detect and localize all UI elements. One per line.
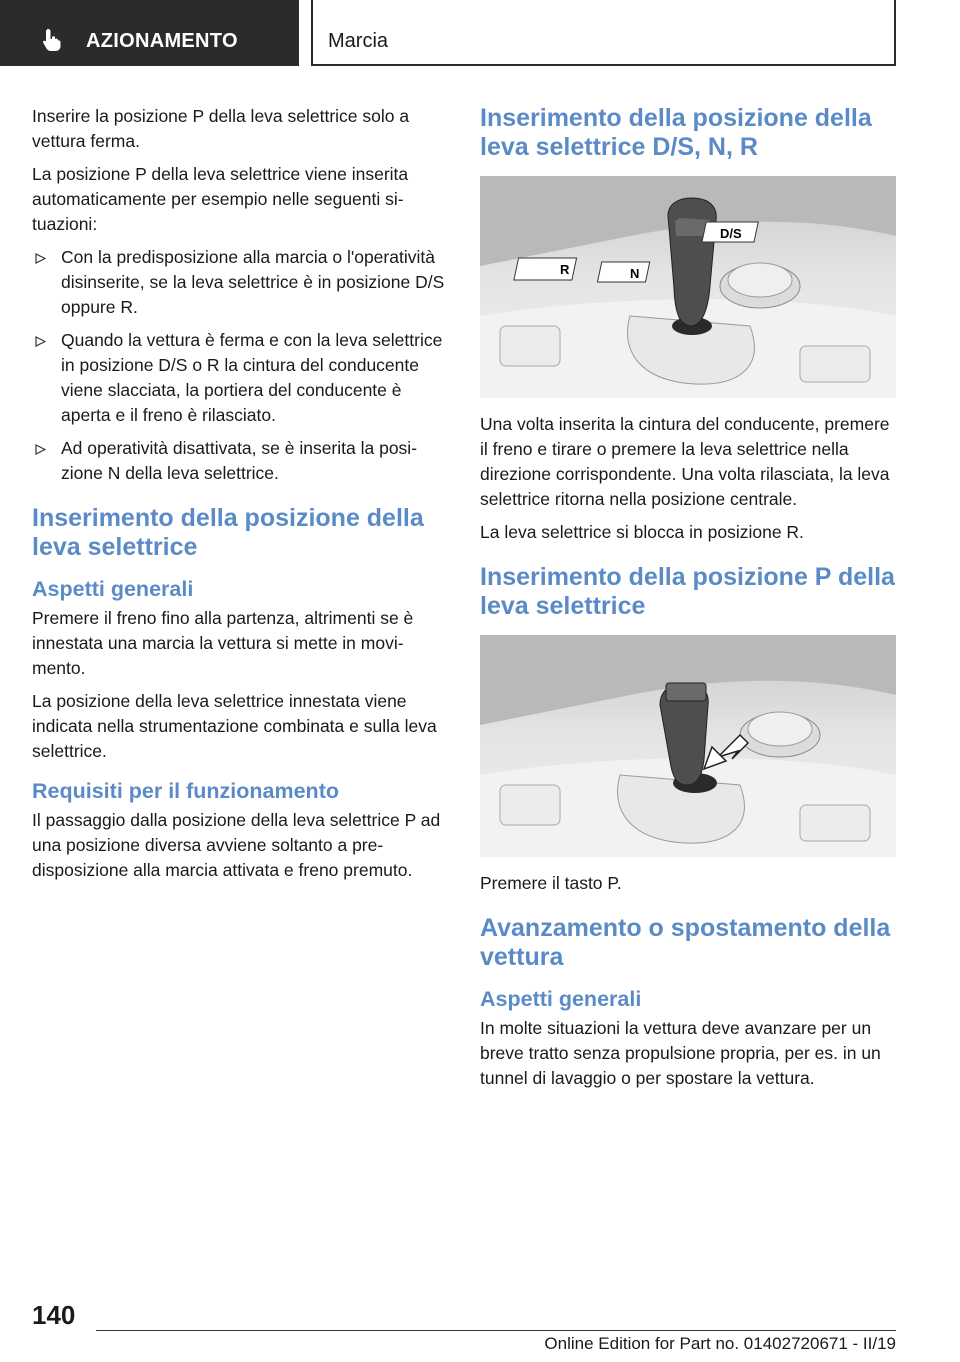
chapter-box (311, 0, 896, 66)
paragraph: La posizione P della leva selettrice viene inserita automaticamente per esempio nelle seguenti situazioni: (32, 164, 409, 234)
left-column (32, 104, 448, 891)
paragraph: Il passaggio dalla posizione della leva selettrice P ad una posizione diversa avviene soltanto a predisposizione alla marcia attivata e freno premuto. (32, 810, 441, 880)
paragraph: Una volta inserita la cintura del conducente, premere il freno e tirare o premere la leva selettrice nella direzione corrispondente. Una volta rilasciata, la leva selettrice ritorna nella posizione centrale. (480, 414, 890, 509)
section-heading: Inserimento della posizione P della leva selettrice (480, 563, 895, 620)
section-heading: Inserimento della posizione della leva selettrice D/S, N, R (480, 104, 872, 161)
bullet-list (32, 245, 448, 486)
figure-label-ds: D/S (720, 226, 742, 241)
paragraph: La posizione della leva selettrice innestata viene indicata nella strumentazione combinata e sulla leva selettrice. (32, 691, 437, 761)
figure-label-r: R (560, 262, 570, 277)
bullet-triangle-icon (35, 336, 46, 347)
park-button-drawing (480, 635, 896, 857)
page-header (0, 0, 960, 66)
right-column (480, 104, 896, 1099)
hand-pointer-icon (42, 28, 64, 52)
section-title: AZIONAMENTO (86, 30, 238, 52)
page-number: 140 (32, 1300, 76, 1330)
list-item (32, 328, 448, 428)
list-item-text: Ad operatività disattivata, se è inserita la posizione N della leva selettrice. (61, 438, 418, 483)
section-heading: Avanzamento o spostamento della vettura (480, 914, 891, 971)
paragraph: Premere il tasto P. (480, 873, 622, 893)
paragraph: In molte situazioni la vettura deve avanzare per un breve tratto senza propulsione propria, per es. in un tunnel di lavaggio o per spostare la vettura. (480, 1018, 881, 1088)
gear-selector-drawing (480, 176, 896, 398)
bullet-triangle-icon (35, 444, 46, 455)
bullet-triangle-icon (35, 253, 46, 264)
footer-edition: Online Edition for Part no. 01402720671 - II/19 (544, 1334, 896, 1353)
footer-divider (96, 1330, 896, 1331)
subsection-heading: Aspetti generali (480, 987, 642, 1011)
list-item-text: Quando la vettura è ferma e con la leva selettrice in posizione D/S o R la cintura del conducente viene slacciata, la portiera del conducente è aperta e il freno è rilasciato. (61, 330, 443, 425)
subsection-heading: Aspetti generali (32, 577, 194, 601)
section-tab (0, 0, 299, 66)
paragraph: Premere il freno fino alla partenza, altrimenti se è innestata una marcia la vettura si mette in movimento. (32, 608, 414, 678)
paragraph: La leva selettrice si blocca in posizione R. (480, 522, 804, 542)
subsection-heading: Requisiti per il funzionamento (32, 779, 339, 803)
gear-selector-illustration (480, 176, 896, 398)
chapter-title: Marcia (328, 30, 389, 52)
figure-label-n: N (630, 266, 640, 281)
list-item (32, 245, 448, 320)
list-item (32, 436, 448, 486)
park-button-illustration (480, 635, 896, 857)
paragraph: Inserire la posizione P della leva selettrice solo a vettura ferma. (32, 106, 410, 151)
section-heading: Inserimento della posizione della leva selettrice (32, 504, 424, 561)
list-item-text: Con la predisposizione alla marcia o l'operatività disinserite, se la leva selettrice è in posizione D/S oppure R. (61, 247, 445, 317)
